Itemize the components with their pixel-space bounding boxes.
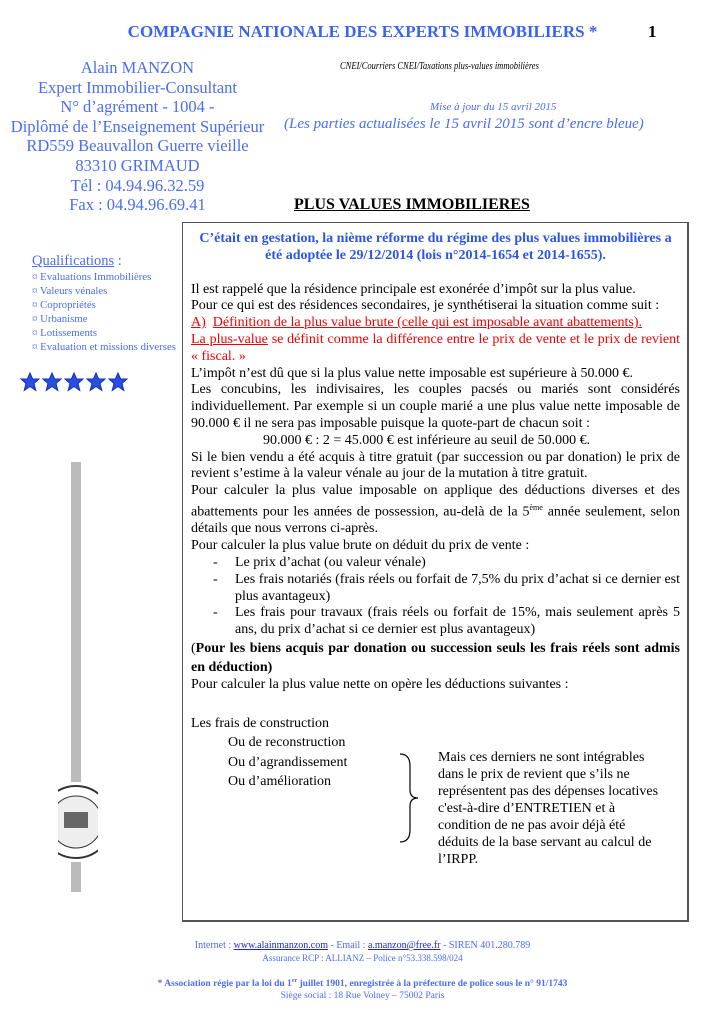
file-path: CNEI/Courriers CNEI/Taxations plus-values immobilières <box>340 61 539 72</box>
author-line: Fax : 04.94.96.69.41 <box>69 195 206 215</box>
paragraph: Il est rappelé que la résidence principale est exonérée d’impôt sur la plus value. <box>191 281 636 297</box>
main-content <box>191 231 680 884</box>
qualification-item: ¤ Urbanisme <box>32 313 88 325</box>
qualification-item: ¤ Copropriétés <box>32 299 96 311</box>
qualification-item: ¤ Lotissements <box>32 327 98 339</box>
frais-item: Ou de reconstruction <box>228 735 346 751</box>
intro: C’était en gestation, la nième réforme du régime des plus values immobilières a été adoptée le 29/12/2014 (lois n°2014-1654 et 2014-1655). <box>199 231 672 263</box>
author-block <box>0 58 275 215</box>
qualification-item: ¤ Evaluations Immobilières <box>32 271 152 283</box>
head-office: Siège social : 18 Rue Volney – 75002 Paris <box>280 991 445 1002</box>
qualification-item: ¤ Evaluation et missions diverses <box>32 341 176 353</box>
paragraph: Si le bien vendu a été acquis à titre gratuit (par succession ou par donation) le prix de revient s’estime à la valeur vénale au jour de la mutation à titre gratuit. <box>191 449 680 482</box>
email-link[interactable]: a.manzon@free.fr <box>367 940 441 951</box>
section-a: A) Définition de la plus value brute (celle qui est imposable avant abattements). <box>191 315 642 331</box>
frais-item: Ou d’agrandissement <box>228 754 348 770</box>
author-line: Alain MANZON <box>80 58 195 77</box>
brace-icon <box>396 752 420 844</box>
document-title: PLUS VALUES IMMOBILIERES <box>294 196 530 213</box>
author-line: Diplômé de l’Enseignement Supérieur <box>10 116 265 136</box>
paragraph: Pour calculer la plus value nette on opère les déductions suivantes : <box>191 676 569 692</box>
stars-icon <box>20 370 140 435</box>
insurance: Assurance RCP : ALLIANZ – Police n°53.338.598/024 <box>262 953 463 963</box>
frais-item: Les frais de construction <box>191 715 330 731</box>
author-line: Expert Immobilier-Consultant <box>37 77 237 97</box>
definition: La plus-value se définit comme la différence entre le prix de vente et le prix de revient « fiscal. » <box>191 331 680 364</box>
paragraph: Les concubins, les indivisaires, les couples pacsés ou mariés sont considérés individuellement. Par exemple si un couple marié a une plus value nette imposable de 90.000 € il ne sera pas imposable puisque la quote-part de chacun soit : <box>191 382 680 431</box>
list-item: - Le prix d’achat (ou valeur vénale) <box>235 555 680 572</box>
paragraph: L’impôt n’est dû que si la plus value nette imposable est supérieure à 50.000 €. <box>191 365 633 381</box>
paragraph: Pour calculer la plus value brute on déduit du prix de vente : <box>191 538 530 554</box>
update-date: Mise à jour du 15 avril 2015 <box>430 101 557 113</box>
author-line: 83310 GRIMAUD <box>75 155 200 175</box>
list-item: - Les frais notariés (frais réels ou forfait de 7,5% du prix d’achat si ce dernier est plus avantageux) <box>235 572 680 606</box>
construction-section <box>191 714 680 884</box>
frais-item: Ou d’amélioration <box>228 774 332 790</box>
deductions-list <box>191 555 680 639</box>
company-name: COMPAGNIE NATIONALE DES EXPERTS IMMOBILIERS * <box>127 22 598 41</box>
qualifications-heading: Qualifications <box>32 253 115 269</box>
author-line: N° d’agrément - 1004 - <box>60 97 215 117</box>
page-number: 1 <box>648 22 657 41</box>
parts-note: (Les parties actualisées le 15 avril 2015 sont d’encre bleue) <box>284 116 644 132</box>
author-line: Tél : 04.94.96.32.59 <box>70 175 205 195</box>
qualification-item: ¤ Valeurs vénales <box>32 285 108 297</box>
footer: Internet : www.alainmanzon.com - Email : a.manzon@free.fr - SIREN 401.280.789 Assurance RCP : ALLIANZ – Police n°53.338.598/024 * Association régie par la loi du 1er juillet 1901, enregistrée à la préfecture de police sous le n° 91/1743 Siège social : 18 Rue Volney – 75002 Paris <box>0 940 725 1002</box>
note: Mais ces derniers ne sont intégrables dans le prix de revient que s’ils ne représentent pas des dépenses locatives c'est-à-dire d’ENTRETIEN et à condition de ne pas avoir déjà été déduits de la base servant au calcul de l’IRPP. <box>438 749 659 867</box>
seal-emblem <box>58 462 98 892</box>
paragraph-bold: (Pour les biens acquis par donation ou succession seuls les frais réels sont admis en déduction) <box>191 640 680 675</box>
website-link[interactable]: www.alainmanzon.com <box>233 940 328 951</box>
paragraph: Pour calculer la plus value imposable on applique des déductions diverses et des abattements pour les années de possession, au-delà de la 5ème année seulement, selon détails que nous verrons ci-après. <box>191 483 680 537</box>
author-line: RD559 Beauvallon Guerre vieille <box>26 136 249 156</box>
calculation: 90.000 € : 2 = 45.000 € est inférieure au seuil de 50.000 €. <box>263 432 591 448</box>
list-item: - Les frais pour travaux (frais réels ou forfait de 15%, mais seulement après 5 ans, du prix d’achat si ce dernier est plus avantageux) <box>235 605 680 639</box>
association-note: * Association régie par la loi du 1er juillet 1901, enregistrée à la préfecture de police sous le n° 91/1743 <box>157 978 568 990</box>
paragraph: Pour ce qui est des résidences secondaires, je synthétiserai la situation comme suit : <box>191 298 660 314</box>
qualifications <box>32 252 182 354</box>
colon: : <box>114 253 122 269</box>
